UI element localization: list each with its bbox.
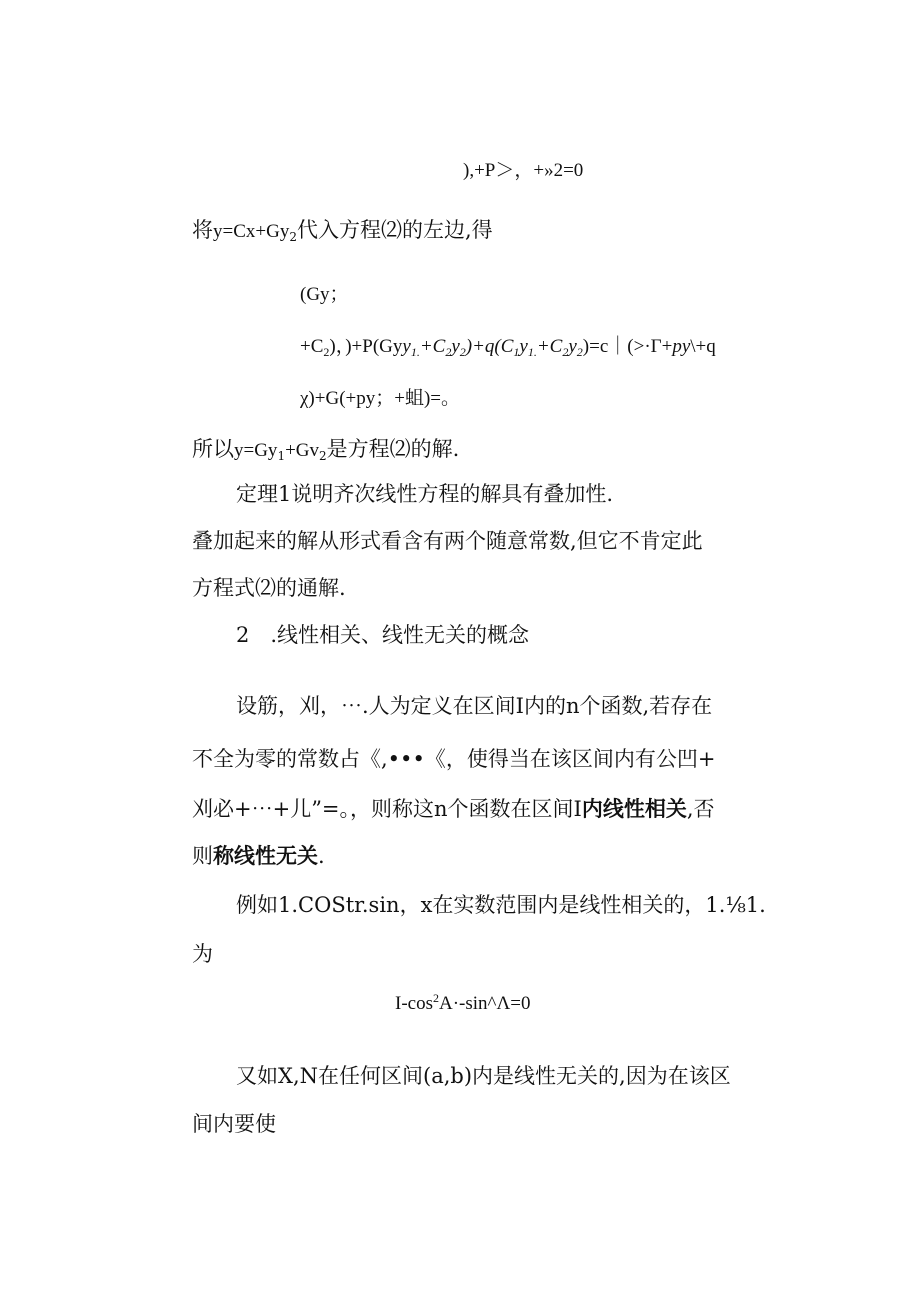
text-fragment: 所以 <box>192 437 234 461</box>
definition-line-2: 不全为零的常数占《,•••《，使得当在该区间内有公凹+ <box>192 747 716 771</box>
subscript: 1 <box>277 449 286 463</box>
subscript: 2 <box>445 345 452 359</box>
equation-line-1: (Gy； <box>300 284 349 305</box>
subscript: 2 <box>319 449 327 463</box>
math-fragment: I-cos <box>395 993 433 1014</box>
subscript: 2 <box>562 345 569 359</box>
math-fragment: +Gv <box>285 440 320 461</box>
definition-line-1: 设筋，刈，⋯.人为定义在区间I内的n个函数,若存在 <box>236 694 713 718</box>
text-fragment: 代入方程⑵的左边,得 <box>296 218 493 242</box>
superscript: 2 <box>432 991 439 1005</box>
equation-line-3: χ)+G(+py；+蛆)=。 <box>300 388 460 409</box>
math-fragment: A·-sin^Λ=0 <box>438 993 531 1014</box>
math-fragment: y <box>519 336 528 357</box>
math-fragment: y <box>451 336 460 357</box>
subscript: 1. <box>410 345 420 359</box>
math-fragment: +C <box>300 336 324 357</box>
equation-line-2 <box>300 334 716 360</box>
text-fragment: . <box>318 844 325 868</box>
subscript: 1 <box>513 345 520 359</box>
math-fragment: y <box>402 336 411 357</box>
bold-term: 内线性相关 <box>581 797 687 821</box>
math-fragment: y=Gy <box>234 440 278 461</box>
math-fragment: y=Cx+Gy <box>213 221 290 242</box>
math-fragment: )=c｜(>·Γ+ <box>582 336 673 357</box>
text-fragment: 则 <box>192 844 213 868</box>
definition-line-3 <box>192 796 715 822</box>
equation-top: ),+P＞，+»2=0 <box>463 160 584 181</box>
subscript: 1. <box>527 345 537 359</box>
paragraph-theorem: 定理1说明齐次线性方程的解具有叠加性. <box>236 482 614 506</box>
text-fragment: 刈必+⋯+儿”=。，则称这n个函数在区间I <box>192 797 582 821</box>
section-heading: 2 .线性相关、线性无关的概念 <box>236 623 530 647</box>
example2-line-2: 间内要使 <box>192 1112 276 1136</box>
text-line-substitute <box>192 217 493 245</box>
bold-term: 称线性无关 <box>213 844 318 868</box>
text-fragment: 是方程⑵的解. <box>326 437 460 461</box>
text-line-conclusion <box>192 436 459 464</box>
text-fragment: 将 <box>192 218 213 242</box>
math-fragment: +C <box>536 336 563 357</box>
example-line-2: 为 <box>192 942 213 966</box>
text-fragment: ,否 <box>686 797 715 821</box>
example2-line-1: 又如X,N在任何区间(a,b)内是线性无关的,因为在该区 <box>236 1064 731 1088</box>
math-fragment: py <box>672 336 691 357</box>
math-fragment: )+q(C <box>465 336 514 357</box>
subscript: 2 <box>576 345 583 359</box>
math-fragment: y <box>568 336 577 357</box>
example-line-1: 例如1.COStr.sin，x在实数范围内是线性相关的，1.⅛1. <box>236 893 766 917</box>
math-fragment: \+q <box>690 336 716 357</box>
subscript: 2 <box>289 230 297 244</box>
equation-identity <box>395 991 530 1017</box>
subscript: 2 <box>459 345 466 359</box>
paragraph-superposition-2: 方程式⑵的通解. <box>192 576 346 600</box>
math-fragment: )，)+P(Gy <box>329 336 403 357</box>
definition-line-4 <box>192 843 325 869</box>
subscript: 2 <box>323 345 330 359</box>
math-fragment: +C <box>419 336 446 357</box>
paragraph-superposition-1: 叠加起来的解从形式看含有两个随意常数,但它不肯定此 <box>192 529 703 553</box>
